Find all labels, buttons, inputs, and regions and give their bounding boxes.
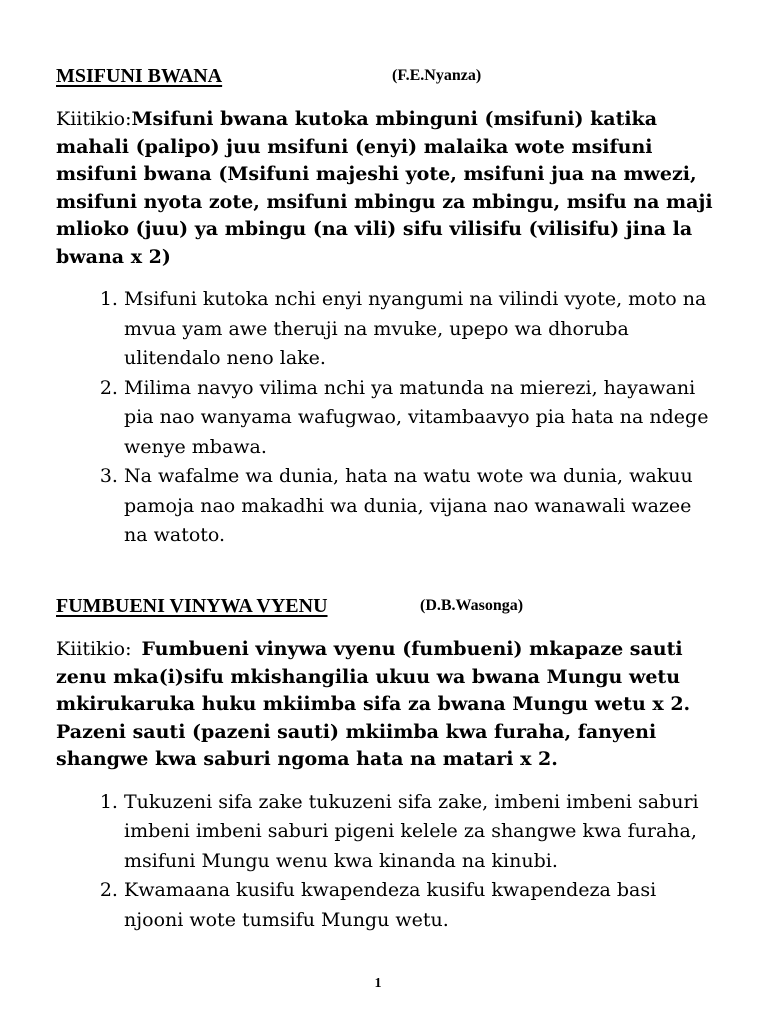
page-number: 1	[374, 976, 382, 991]
chorus	[56, 636, 716, 774]
verse-item: 1. Tukuzeni sifa zake tukuzeni sifa zake, imbeni imbeni saburi imbeni imbeni saburi pigeni kelele za shangwe kwa furaha, msifuni Mungu wenu kwa kinanda na kinubi.	[124, 788, 716, 877]
chorus-label: Kiitikio:	[56, 638, 132, 660]
song-header	[56, 64, 716, 88]
verse-item: 2. Kwamaana kusifu kwapendeza kusifu kwapendeza basi njooni wote tumsifu Mungu wetu.	[124, 876, 716, 935]
song-msifuni-bwana	[56, 64, 716, 551]
verse-list	[56, 788, 716, 936]
song-header	[56, 594, 716, 618]
chorus	[56, 106, 716, 271]
chorus-label: Kiitikio:	[56, 108, 132, 130]
song-author: (D.B.Wasonga)	[420, 597, 524, 614]
verse-item: 3. Na wafalme wa dunia, hata na watu wote wa dunia, wakuu pamoja nao makadhi wa dunia, vijana nao wanawali wazee na watoto.	[124, 462, 716, 551]
song-title: MSIFUNI BWANA	[56, 65, 223, 87]
verse-list	[56, 285, 716, 551]
song-fumbueni-vinywa-vyenu	[56, 594, 716, 935]
chorus-text: Msifuni bwana kutoka mbinguni (msifuni) katika mahali (palipo) juu msifuni (enyi) malaika wote msifuni msifuni bwana (Msifuni majeshi yote, msifuni jua na mwezi, msifuni nyota zote, msifuni mbingu za mbingu, msifu na maji mlioko (juu) ya mbingu (na vili) sifu vilisifu (vilisifu) jina la bwana x 2)	[56, 108, 713, 268]
song-title: FUMBUENI VINYWA VYENU	[56, 595, 328, 617]
verse-item: 2. Milima navyo vilima nchi ya matunda na mierezi, hayawani pia nao wanyama wafugwao, vitambaavyo pia hata na ndege wenye mbawa.	[124, 374, 716, 463]
verse-item: 1. Msifuni kutoka nchi enyi nyangumi na vilindi vyote, moto na mvua yam awe theruji na mvuke, upepo wa dhoruba ulitendalo neno lake.	[124, 285, 716, 374]
song-author: (F.E.Nyanza)	[392, 67, 482, 84]
chorus-text: Fumbueni vinywa vyenu (fumbueni) mkapaze sauti zenu mka(i)sifu mkishangilia ukuu wa bwana Mungu wetu mkirukaruka huku mkiimba sifa za bwana Mungu wetu x 2. Pazeni sauti (pazeni sauti) mkiimba kwa furaha, fanyeni shangwe kwa saburi ngoma hata na matari x 2.	[56, 638, 691, 770]
